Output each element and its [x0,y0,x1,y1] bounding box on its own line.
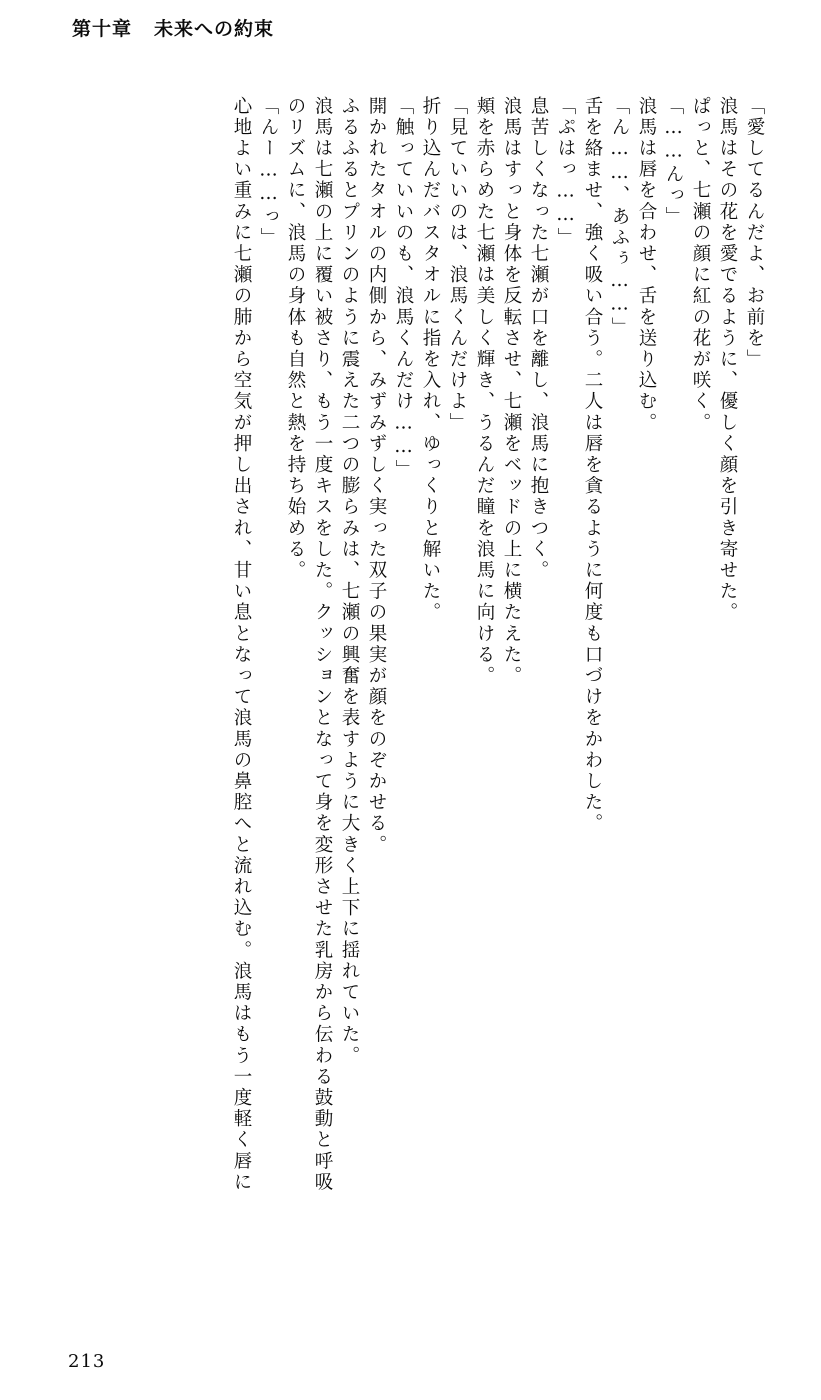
text-line: 心地よい重みに七瀬の肺から空気が押し出され、甘い息となって浪馬の鼻腔へと流れ込む。浪馬はもう一度軽く唇に [231,96,252,1194]
text-line: 浪馬は七瀬の上に覆い被さり、もう一度キスをした。クッションとなって身を変形させた乳房から伝わる鼓動と呼吸 [312,96,333,1194]
text-line: 「んー……っ」 [258,96,279,249]
text-line: 「ん……、あふぅ……」 [609,96,630,339]
body-text [83,96,763,1326]
text-line: のリズムに、浪馬の身体も自然と熱を持ち始める。 [285,96,306,582]
text-line: 浪馬はすっと身体を反転させ、七瀬をベッドの上に横たえた。 [501,96,522,687]
text-line: 浪馬はその花を愛でるように、優しく顔を引き寄せた。 [717,96,738,624]
text-line: ふるふるとプリンのように震えた二つの膨らみは、七瀬の興奮を表すように大きく上下に揺れていた。 [339,96,360,1067]
text-line: 浪馬は唇を合わせ、舌を送り込む。 [636,96,657,434]
text-line: 息苦しくなった七瀬が口を離し、浪馬に抱きつく。 [528,96,549,582]
text-line: 「……んっ」 [663,96,684,228]
text-line: 「愛してるんだよ、お前を」 [744,96,765,371]
text-line: ぱっと、七瀬の顔に紅の花が咲く。 [690,96,711,434]
text-line: 頬を赤らめた七瀬は美しく輝き、うるんだ瞳を浪馬に向ける。 [474,96,495,687]
chapter-header [72,14,274,41]
text-line: 折り込んだバスタオルに指を入れ、ゆっくりと解いた。 [420,96,441,624]
text-line: 「見ていいのは、浪馬くんだけよ」 [447,96,468,434]
text-line: 「触っていいのも、浪馬くんだけ……」 [393,96,414,481]
text-line: 開かれたタオルの内側から、みずみずしく実った双子の果実が顔をのぞかせる。 [366,96,387,856]
page-number: 213 [68,1351,106,1372]
chapter-title: 未来への約束 [154,18,275,40]
text-line: 舌を絡ませ、強く吸い合う。二人は唇を貪るように何度も口づけをかわした。 [582,96,603,835]
text-line: 「ぷはっ……」 [555,96,576,249]
chapter-number: 第十章 [72,18,133,40]
